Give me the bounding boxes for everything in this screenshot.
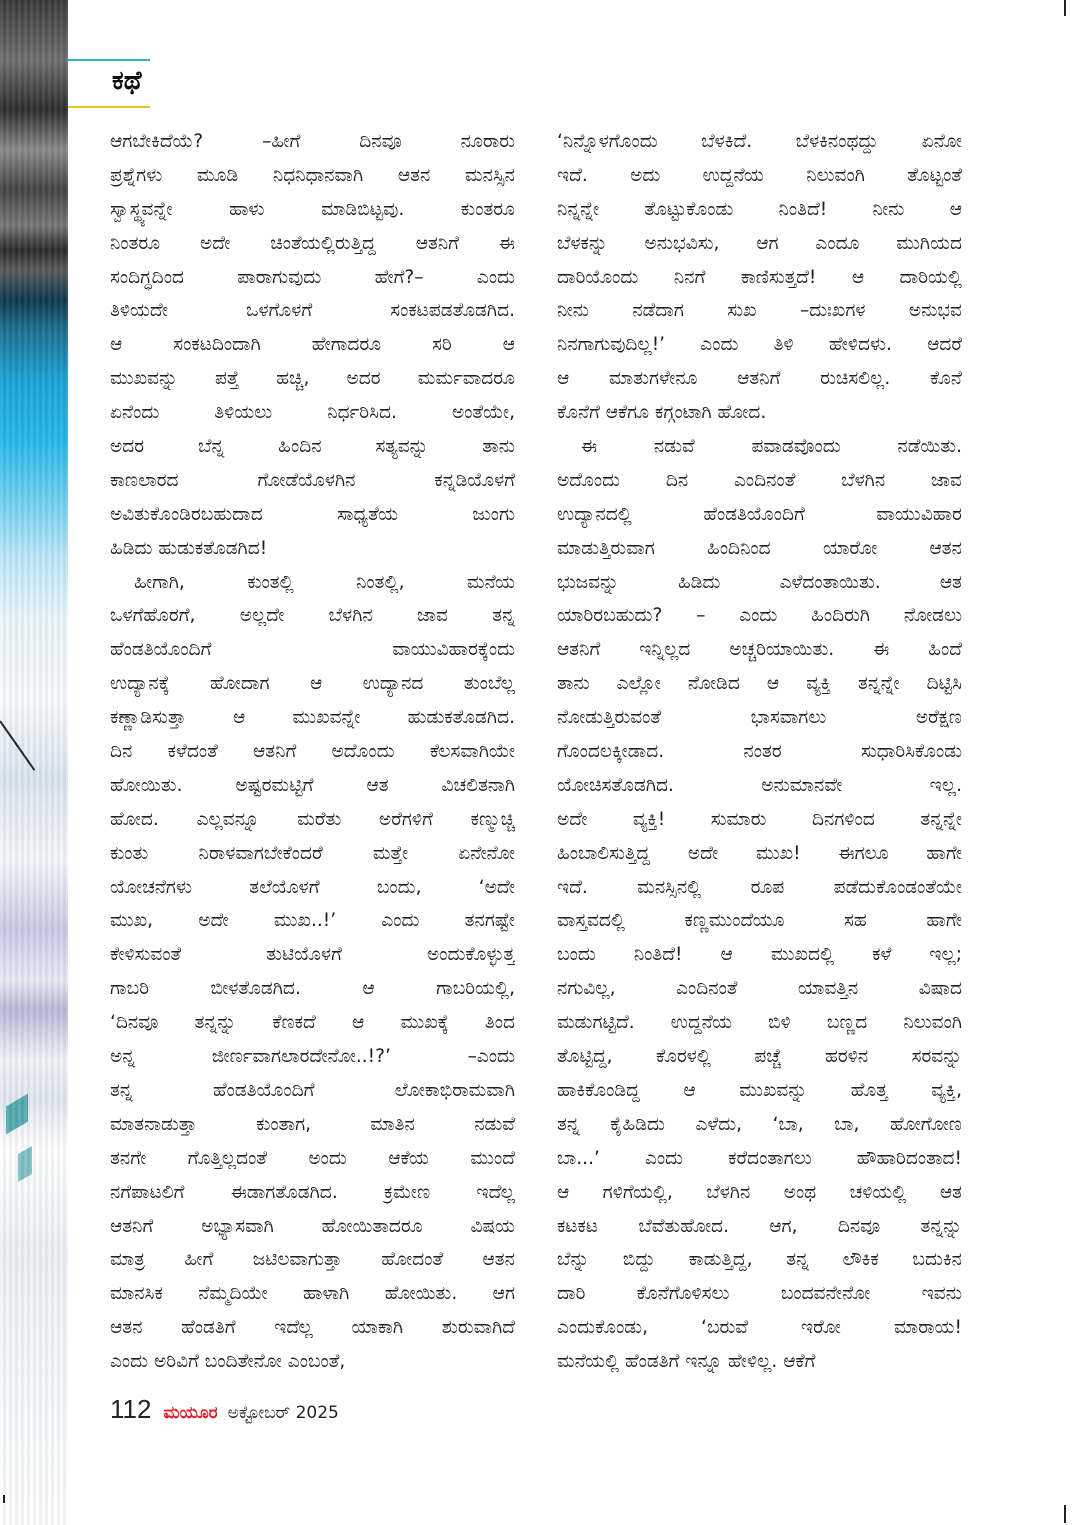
text-line: ಏನೆಂದು ತಿಳಿಯಲು ನಿರ್ಧರಿಸಿದ. ಅಂತೆಯೇ, (110, 402, 515, 424)
text-line: ವಾಸ್ತವದಲ್ಲಿ ಕಣ್ಣಮುಂದೆಯೂ ಸಹ ಹಾಗೇ (557, 910, 962, 932)
text-line: ಇದೆ. ಮನಸ್ಸಿನಲ್ಲಿ ರೂಪ ಪಡೆದುಕೊಂಡಂತೆಯೇ (557, 876, 962, 898)
text-line: ಬಾ...’ ಎಂದು ಕರೆದಂತಾಗಲು ಹೌಹಾರಿದಂತಾದ! (557, 1147, 962, 1169)
text-line: ಉದ್ಯಾನಕ್ಕೆ ಹೋದಾಗ ಆ ಉದ್ಯಾನದ ತುಂಬೆಲ್ಲ (110, 673, 515, 695)
text-line: ‘ನಿನ್ನೊಳಗೊಂದು ಬೆಳಕಿದೆ. ಬೆಳಕಿನಂಥದ್ದು ಏನೋ (557, 131, 962, 152)
text-line: ದಾರಿಯೊಂದು ನಿನಗೆ ಕಾಣಿಸುತ್ತದೆ! ಆ ದಾರಿಯಲ್ಲಿ (557, 266, 962, 288)
text-line: ನಿನಗಾಗುವುದಿಲ್ಲ!’ ಎಂದು ತಿಳಿ ಹೇಳಿದಳು. ಆದರೆ (557, 334, 962, 356)
text-line: ಹಿಡಿದು ಹುಡುಕತೊಡಗಿದ! (110, 537, 268, 559)
text-line: ಬಂದು ನಿಂತಿದೆ! ಆ ಮುಖದಲ್ಲಿ ಕಳೆ ಇಲ್ಲ; (557, 944, 962, 966)
text-line: ತನ್ನ ಹೆಂಡತಿಯೊಂದಿಗೆ ಲೋಕಾಭಿರಾಮವಾಗಿ (110, 1079, 515, 1101)
text-line: ಕಣ್ಣಾಡಿಸುತ್ತಾ ಆ ಮುಖವನ್ನೇ ಹುಡುಕತೊಡಗಿದ. (110, 707, 515, 729)
text-line: ಮಾತನಾಡುತ್ತಾ ಕುಂತಾಗ, ಮಾತಿನ ನಡುವೆ (110, 1113, 515, 1135)
text-line: ಹೀಗಾಗಿ, ಕುಂತಲ್ಲಿ ನಿಂತಲ್ಲಿ, ಮನೆಯ (134, 571, 515, 593)
text-line: ಎಂದುಕೊಂಡು, ‘ಬರುವೆ ಇರೋ ಮಾರಾಯ! (557, 1317, 962, 1339)
text-line: ಹಾಕಿಕೊಂಡಿದ್ದ ಆ ಮುಖವನ್ನು ಹೊತ್ತ ವ್ಯಕ್ತಿ, (557, 1079, 962, 1101)
text-line: ಆ ಗಳಿಗೆಯಲ್ಲಿ, ಬೆಳಗಿನ ಅಂಥ ಚಳಿಯಲ್ಲಿ ಆತ (557, 1181, 962, 1203)
text-line: ಉದ್ಯಾನದಲ್ಲಿ ಹೆಂಡತಿಯೊಂದಿಗೆ ವಾಯುವಿಹಾರ (557, 503, 962, 525)
text-line: ದಾರಿ ಕೊನೆಗೊಳಿಸಲು ಬಂದವನೇನೋ ಇವನು (557, 1283, 962, 1305)
text-line: ಮುಖ, ಅದೇ ಮುಖ..!’ ಎಂದು ತನಗಷ್ಟೇ (110, 910, 515, 932)
text-line: ಪ್ರಶ್ನೆಗಳು ಮೂಡಿ ನಿಧನಿಧಾನವಾಗಿ ಆತನ ಮನಸ್ಸಿನ (110, 164, 515, 186)
text-line: ಯೋಚನೆಗಳು ತಲೆಯೊಳಗೆ ಬಂದು, ‘ಅದೇ (110, 876, 515, 898)
text-line: ಹೋಯಿತು. ಅಷ್ಟರಮಟ್ಟಿಗೆ ಆತ ವಿಚಲಿತನಾಗಿ (110, 774, 515, 796)
text-line: ನಿನ್ನನ್ನೇ ತೊಟ್ಟುಕೊಂಡು ನಿಂತಿದೆ! ನೀನು ಆ (557, 198, 962, 220)
text-line: ಆ ಸಂಕಟದಿಂದಾಗಿ ಹೇಗಾದರೂ ಸರಿ ಆ (110, 334, 515, 356)
text-line: ಅದೊಂದು ದಿನ ಎಂದಿನಂತೆ ಬೆಳಗಿನ ಜಾವ (557, 469, 962, 491)
ink-line (0, 720, 35, 770)
text-line: ಮಾತ್ರ ಹೀಗೆ ಜಟಿಲವಾಗುತ್ತಾ ಹೋದಂತೆ ಆತನ (110, 1249, 515, 1271)
text-line: ನೀನು ನಡೆದಾಗ ಸುಖ –ದುಃಖಗಳ ಅನುಭವ (557, 300, 962, 322)
issue-date: ಅಕ್ಟೋಬರ್ 2025 (227, 1403, 339, 1423)
text-line: ಒಳಗೆಹೊರಗೆ, ಅಲ್ಲದೇ ಬೆಳಗಿನ ಜಾವ ತನ್ನ (110, 605, 515, 627)
text-line: ಅನ್ನ ಜೀರ್ಣವಾಗಲಾರದೇನೋ..!?’ –ಎಂದು (110, 1046, 515, 1068)
text-line: ಎಂದು ಅರಿವಿಗೆ ಬಂದಿತೇನೋ ಎಂಬಂತೆ, (110, 1351, 346, 1373)
text-line: ಮುಖವನ್ನು ಪತ್ತೆ ಹಚ್ಚಿ, ಅದರ ಮರ್ಮವಾದರೂ (110, 368, 515, 390)
registration-mark (1064, 0, 1066, 16)
text-line: ಕೇಳಿಸುವಂತೆ ತುಟಿಯೊಳಗೆ ಅಂದುಕೊಳ್ಳುತ್ತ (110, 944, 515, 966)
text-line: ತಾನು ಎಲ್ಲೋ ನೋಡಿದ ಆ ವ್ಯಕ್ತಿ ತನ್ನನ್ನೇ ದಿಟ್ಟಿಸಿ (557, 673, 962, 695)
registration-mark (3, 1495, 5, 1503)
text-line: ಕಾಣಲಾರದ ಗೋಡೆಯೊಳಗಿನ ಕನ್ನಡಿಯೊಳಗೆ (110, 469, 515, 491)
section-rule-bottom (68, 106, 150, 108)
text-line: ಅದರ ಬೆನ್ನ ಹಿಂದಿನ ಸತ್ಯವನ್ನು ತಾನು (110, 436, 515, 458)
text-line: ಅವಿತುಕೊಂಡಿರಬಹುದಾದ ಸಾಧ್ಯತೆಯ ಜುಂಗು (110, 503, 515, 525)
section-rule-top (68, 59, 150, 61)
text-line: ಹೆಂಡತಿಯೊಂದಿಗೆ ವಾಯುವಿಹಾರಕ್ಕೆಂದು (110, 639, 515, 661)
text-line: ಬೆನ್ನು ಬಿದ್ದು ಕಾಡುತ್ತಿದ್ದ, ತನ್ನ ಲೌಕಿಕ ಬದುಕಿನ (557, 1249, 962, 1271)
text-line: ಯೋಚಿಸತೊಡಗಿದ. ಅನುಮಾನವೇ ಇಲ್ಲ. (557, 774, 962, 796)
text-line: ಕುಂತು ನಿರಾಳವಾಗಬೇಕೆಂದರೆ ಮತ್ತೇ ಏನೇನೋ (110, 842, 515, 864)
text-line: ತಿಳಿಯದೇ ಒಳಗೊಳಗೆ ಸಂಕಟಪಡತೊಡಗಿದ. (110, 300, 515, 322)
article-column-left (110, 125, 515, 1379)
article-column-right (557, 125, 962, 1379)
text-line: ಆಗಬೇಕಿದೆಯೆ? –ಹೀಗೆ ದಿನವೂ ನೂರಾರು (110, 131, 515, 152)
text-line: ಮಾಡುತ್ತಿರುವಾಗ ಹಿಂದಿನಿಂದ ಯಾರೋ ಆತನ (557, 537, 962, 559)
decorative-art-strip (0, 0, 68, 1525)
section-title: ಕಥೆ (112, 66, 142, 96)
paint-stroke (6, 1094, 28, 1135)
text-line: ಹಿಂಬಾಲಿಸುತ್ತಿದ್ದ ಅದೇ ಮುಖ! ಈಗಲೂ ಹಾಗೇ (557, 842, 962, 864)
text-line: ನಗೆಪಾಟಲಿಗೆ ಈಡಾಗತೊಡಗಿದ. ಕ್ರಮೇಣ ಇದೆಲ್ಲ (110, 1181, 515, 1203)
text-line: ಆತನಿಗೆ ಇನ್ನಿಲ್ಲದ ಅಚ್ಚರಿಯಾಯಿತು. ಈ ಹಿಂದೆ (557, 639, 962, 661)
text-line: ನೋಡುತ್ತಿರುವಂತೆ ಭಾಸವಾಗಲು ಅರೆಕ್ಷಣ (557, 707, 962, 729)
text-line: ಗಾಬರಿ ಬೀಳತೊಡಗಿದ. ಆ ಗಾಬರಿಯಲ್ಲಿ, (110, 978, 515, 1000)
paint-stroke (18, 1146, 32, 1182)
text-line: ಭುಜವನ್ನು ಹಿಡಿದು ಎಳೆದಂತಾಯಿತು. ಆತ (557, 571, 962, 593)
text-line: ಹೋದ. ಎಲ್ಲವನ್ನೂ ಮರೆತು ಅರೆಗಳಿಗೆ ಕಣ್ಮುಚ್ಚಿ (110, 808, 515, 830)
magazine-logo: ಮಯೂರ (163, 1403, 218, 1423)
text-line: ನಗುವಿಲ್ಲ, ಎಂದಿನಂತೆ ಯಾವತ್ತಿನ ವಿಷಾದ (557, 978, 962, 1000)
text-line: ಬೆಳಕನ್ನು ಅನುಭವಿಸು, ಆಗ ಎಂದೂ ಮುಗಿಯದ (557, 232, 962, 254)
text-line: ಕಟಕಟ ಬೆವೆತುಹೋದ. ಆಗ, ದಿನವೂ ತನ್ನನ್ನು (557, 1215, 962, 1237)
text-line: ಆ ಮಾತುಗಳೇನೂ ಆತನಿಗೆ ರುಚಿಸಲಿಲ್ಲ. ಕೊನೆ (557, 368, 962, 390)
text-line: ತೊಟ್ಟಿದ್ದ, ಕೊರಳಲ್ಲಿ ಪಚ್ಚೆ ಹರಳಿನ ಸರವನ್ನು (557, 1046, 962, 1068)
text-line: ಕೊನೆಗೆ ಆಕೆಗೂ ಕಗ್ಗಂಟಾಗಿ ಹೋದ. (557, 402, 767, 424)
text-line: ಮಾನಸಿಕ ನೆಮ್ಮದಿಯೇ ಹಾಳಾಗಿ ಹೋಯಿತು. ಆಗ (110, 1283, 515, 1305)
text-line: ನಿಂತರೂ ಅದೇ ಚಿಂತೆಯಲ್ಲಿರುತ್ತಿದ್ದ ಆತನಿಗೆ ಈ (110, 232, 515, 254)
text-line: ಈ ನಡುವೆ ಪವಾಡವೊಂದು ನಡೆಯಿತು. (581, 436, 962, 458)
text-line: ಯಾರಿರಬಹುದು? – ಎಂದು ಹಿಂದಿರುಗಿ ನೋಡಲು (557, 605, 962, 627)
registration-mark (1064, 1505, 1066, 1523)
text-line: ಆತನ ಹೆಂಡತಿಗೆ ಇದೆಲ್ಲ ಯಾಕಾಗಿ ಶುರುವಾಗಿದೆ (110, 1317, 515, 1339)
page-footer (110, 1394, 339, 1425)
text-line: ಅದೇ ವ್ಯಕ್ತಿ! ಸುಮಾರು ದಿನಗಳಿಂದ ತನ್ನನ್ನೇ (557, 808, 962, 830)
text-line: ದಿನ ಕಳೆದಂತೆ ಆತನಿಗೆ ಅದೊಂದು ಕೆಲಸವಾಗಿಯೇ (110, 741, 515, 763)
text-line: ತನ್ನ ಕೈಹಿಡಿದು ಎಳೆದು, ‘ಬಾ, ಬಾ, ಹೋಗೋಣ (557, 1113, 962, 1135)
page-number: 112 (110, 1394, 152, 1424)
text-line: ಸ್ವಾಸ್ಥ್ಯವನ್ನೇ ಹಾಳು ಮಾಡಿಬಿಟ್ಟವು. ಕುಂತರೂ (110, 198, 515, 220)
text-line: ಇದೆ. ಅದು ಉದ್ದನೆಯ ನಿಲುವಂಗಿ ತೊಟ್ಟಂತೆ (557, 164, 962, 186)
text-line: ಆತನಿಗೆ ಅಭ್ಯಾಸವಾಗಿ ಹೋಯಿತಾದರೂ ವಿಷಯ (110, 1215, 515, 1237)
text-line: ಮಡುಗಟ್ಟಿದೆ. ಉದ್ದನೆಯ ಬಿಳಿ ಬಣ್ಣದ ನಿಲುವಂಗಿ (557, 1012, 962, 1034)
text-line: ತನಗೇ ಗೊತ್ತಿಲ್ಲದಂತೆ ಅಂದು ಆಕೆಯ ಮುಂದೆ (110, 1147, 515, 1169)
text-line: ‘ದಿನವೂ ತನ್ನನ್ನು ಕೆಣಕದೆ ಆ ಮುಖಕ್ಕೆ ತಿಂದ (110, 1012, 515, 1034)
text-line: ಮನೆಯಲ್ಲಿ ಹೆಂಡತಿಗೆ ಇನ್ನೂ ಹೇಳಿಲ್ಲ. ಆಕೆಗೆ (557, 1351, 816, 1373)
text-line: ಸಂದಿಗ್ಧದಿಂದ ಪಾರಾಗುವುದು ಹೇಗೆ?– ಎಂದು (110, 266, 515, 288)
text-line: ಗೊಂದಲಕ್ಕೀಡಾದ. ನಂತರ ಸುಧಾರಿಸಿಕೊಂಡು (557, 741, 962, 763)
